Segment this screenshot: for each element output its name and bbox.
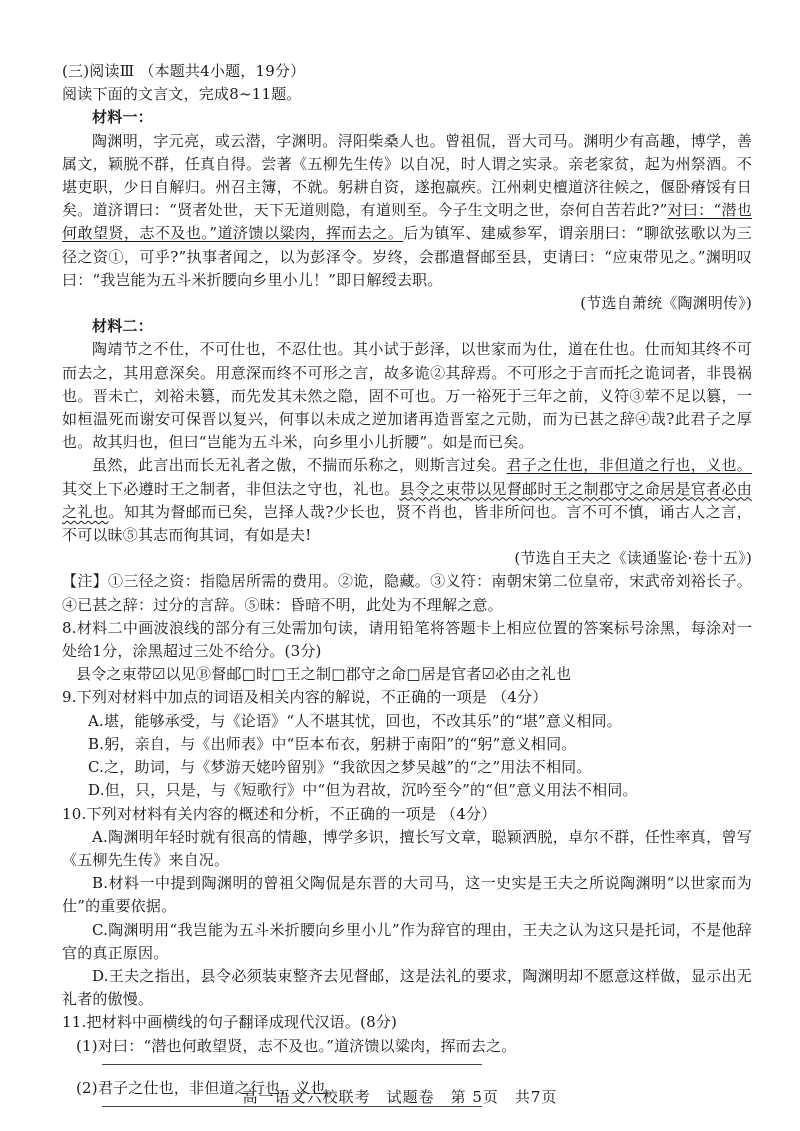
question-9-stem: 9.下列对材料中加点的词语及相关内容的解说，不正确的一项是 （4分） <box>62 688 548 707</box>
question-9-option-d: D.但，只，只是，与《短歌行》中“但为君故，沉吟至今”的“但”意义用法不相同。 <box>88 781 638 800</box>
material1-underlined-sentence: 对曰：“潜也何敢望贤，志不及也。”道济馈以粱肉，挥而去之。 <box>62 201 752 243</box>
material2-p2 <box>62 454 752 547</box>
exam-page <box>62 60 752 1119</box>
question-10-option-b: B.材料一中提到陶渊明的曾祖父陶侃是东晋的大司马，这一史实是王夫之所说陶渊明“以世家而为仕”的重要依据。 <box>62 874 752 916</box>
material2-p1: 陶靖节之不仕，不可仕也，不忍仕也。其小试于彭泽，以世家而为仕，道在仕也。仕而知其终不可而去之，其用意深矣。用意深而终不可形之言，故多诡②其辞焉。不可形之于言而托之诡词者，非畏祸也。晋未亡，刘裕未篡，而先发其未然之隐，固不可也。万一裕死于三年之前，义符③荤不足以篡，一如桓温死而谢安可保晋以复兴，何事以未成之逆加诸再造晋室之元勋，而为已甚之辞④哉?此君子之厚也。故其归也，但曰“岂能为五斗米，向乡里小儿折腰”。如是而已矣。 <box>62 340 752 452</box>
question-9-option-b: B.躬，亲自，与《出师表》中“臣本布衣，躬耕于南阳”的“躬”意义相同。 <box>88 734 577 753</box>
material1-source: (节选自萧统《陶渊明传》) <box>580 294 752 313</box>
material2-p2-c: 。知其为督邮而已矣，岂择人哉?少长也，贤不肖也，皆非所问也。言不可不慎，诵古人之言，不可以昧⑤其志而徇其词，有如是夫! <box>62 502 752 545</box>
material2-p2-a: 虽然，此言出而长无礼者之傲，不揣而乐称之，则斯言过矣。 <box>92 456 507 475</box>
question-10-option-d: D.王夫之指出，县令必须装束整齐去见督邮，这是法礼的要求，陶渊明却不愿意这样做，显示出无礼者的傲慢。 <box>62 966 752 1009</box>
question-11-sentence-1: (1)对曰：“潜也何敢望贤，志不及也。”道济馈以粱肉，挥而去之。 <box>76 1036 517 1055</box>
question-9-option-c: C.之，助词，与《梦游天姥吟留别》“我欲因之梦吴越”的“之”用法不相同。 <box>88 758 592 777</box>
material2-label: 材料二： <box>92 317 153 336</box>
question-10-option-a: A.陶渊明年轻时就有很高的情趣，博学多识，擅长写文章，聪颖洒脱，卓尔不群，任性率真，曾写《五柳先生传》来自况。 <box>62 827 752 869</box>
material2-source: (节选自王夫之《读通鉴论·卷十五》) <box>514 549 752 568</box>
question-10-option-c: C.陶渊明用“我岂能为五斗米折腰向乡里小儿”作为辞官的理由，王夫之认为这只是托词，不是他辞官的真正原因。 <box>62 920 752 962</box>
material1-p1: 陶渊明，字元亮，或云潜，字渊明。浔阳柴桑人也。曾祖侃，晋大司马。渊明少有高趣，博学，善属文，颖脱不群，任真自得。尝著《五柳先生传》以自况，时人谓之实录。亲老家贫，起为州祭酒。不堪吏职，少日自解归。州召主簿，不就。躬耕自资，遂抱羸疾。江州刺史檀道济往候之，偃卧瘠馁有日矣。道济谓曰：“贤者处世，天下无道则隐，有道则至。今子生文明之世，奈何自苦若此?” <box>62 131 752 220</box>
section-heading: (三)阅读Ⅲ （本题共4小题，19分） <box>62 62 306 80</box>
question-8-stem: 8.材料二中画波浪线的部分有三处需加句读，请用铅笔将答题卡上相应位置的答案标号涂黑，每涂对一处给1分，涂黑超过三处不给分。(3分) <box>62 618 752 661</box>
material1-text <box>62 130 752 292</box>
page-footer: 高一语文六校联考 试题卷 第 5页 共7页 <box>242 1088 558 1106</box>
material2-p2-b: 其交上下必遵时王之制者，非但法之守也，礼也。 <box>62 479 400 498</box>
material2-wavy-sentence: 县令之束带以见督邮时王之制郡守之命居是官者必由之礼也 <box>62 479 753 521</box>
answer-line-1[interactable] <box>102 1064 482 1065</box>
question-9-option-a: A.堪，能够承受，与《论语》“人不堪其忧，回也，不改其乐”的“堪”意义相同。 <box>88 711 622 730</box>
material1-p1-rest: 后为镇军、建威参军，谓亲朋曰：“聊欲弦歌以为三径之资①，可乎?”执事者闻之，以为彭泽令。岁终，会郡遣督邮至县，吏请曰：“应束带见之。”渊明叹曰：“我岂能为五斗米折腰向乡里小儿！”即日解绶去职。 <box>62 224 752 289</box>
question-10-stem: 10.下列对材料有关内容的概述和分析，不正确的一项是 （4分） <box>62 804 497 823</box>
material1-label: 材料一： <box>92 108 153 127</box>
section-instruction: 阅读下面的文言文，完成8~11题。 <box>62 85 302 104</box>
question-11-sentence-2: (2)君子之仕也，非但道之行也，义也。 <box>76 1078 342 1097</box>
notes: 【注】①三径之资：指隐居所需的费用。②诡，隐藏。③义符：南朝宋第二位皇帝，宋武帝刘裕长子。④已甚之辞：过分的言辞。⑤昧：昏暗不明，此处为不理解之意。 <box>62 572 752 614</box>
question-8-answer: 县令之束带☑以见Ⓑ督邮□时□王之制□郡守之命□居是官者☑必由之礼也 <box>76 665 572 684</box>
material2-underlined-sentence: 君子之仕也，非但道之行也，义也。 <box>506 456 752 475</box>
question-11-stem: 11.把材料中画横线的句子翻译成现代汉语。(8分) <box>62 1013 398 1032</box>
